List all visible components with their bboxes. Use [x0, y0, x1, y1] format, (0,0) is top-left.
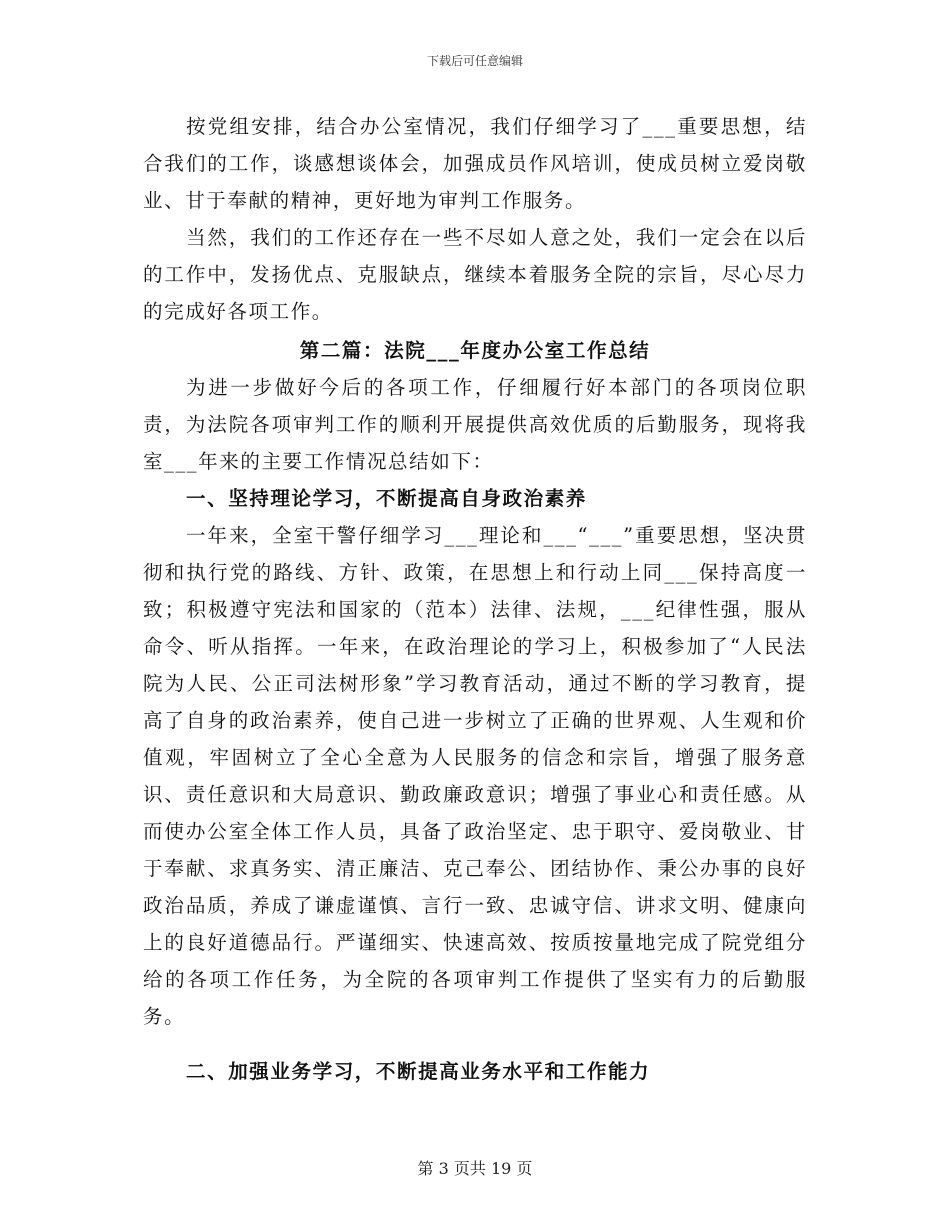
paragraph-1: 按党组安排，结合办公室情况，我们仔细学习了___重要思想，结合我们的工作，谈感想谈体会，加强成员作风培训，使成员树立爱岗敬业、甘于奉献的精神，更好地为审判工作服务。: [143, 115, 807, 212]
page-header: 下载后可任意编辑: [426, 54, 523, 68]
paragraph-4: 一年来，全室干警仔细学习___理论和___“___”重要思想，坚决贯彻和执行党的路线、方针、政策，在思想上和行动上同___保持高度一致；积极遵守宪法和国家的（范本）法律、法规，___纪律性强，服从命令、听从指挥。一年来，在政治理论的学习上，积极参加了“人民法院为人民、公正司法树形象”学习教育活动，通过不断的学习教育，提高了自身的政治素养，使自己进一步树立了正确的世界观、人生观和价值观，牢固树立了全心全意为人民服务的信念和宗旨，增强了服务意识、责任意识和大局意识、勤政廉政意识；增强了事业心和责任感。从而使办公室全体工作人员，具备了政治坚定、忠于职守、爱岗敬业、甘于奉献、求真务实、清正廉洁、克己奉公、团结协作、秉公办事的良好政治品质，养成了谦虚谨慎、言行一致、忠诚守信、讲求文明、健康向上的良好道德品行。严谨细实、快速高效、按质按量地完成了院党组分给的各项工作任务，为全院的各项审判工作提供了坚实有力的后勤服务。: [143, 524, 807, 1028]
paragraph-3: 为进一步做好今后的各项工作，仔细履行好本部门的各项岗位职责，为法院各项审判工作的顺利开展提供高效优质的后勤服务，现将我室___年来的主要工作情况总结如下：: [143, 376, 807, 473]
paragraph-2: 当然，我们的工作还存在一些不尽如人意之处，我们一定会在以后的工作中，发扬优点、克服缺点，继续本着服务全院的宗旨，尽心尽力的完成好各项工作。: [143, 226, 807, 323]
section-heading-2: 二、加强业务学习，不断提高业务水平和工作能力: [186, 1060, 651, 1083]
page-footer: 第 3 页共 19 页: [417, 1159, 533, 1178]
section-heading-1: 一、坚持理论学习，不断提高自身政治素养: [186, 487, 587, 510]
document-body: [143, 108, 807, 1090]
section-title: 第二篇：法院___年度办公室工作总结: [299, 339, 651, 362]
